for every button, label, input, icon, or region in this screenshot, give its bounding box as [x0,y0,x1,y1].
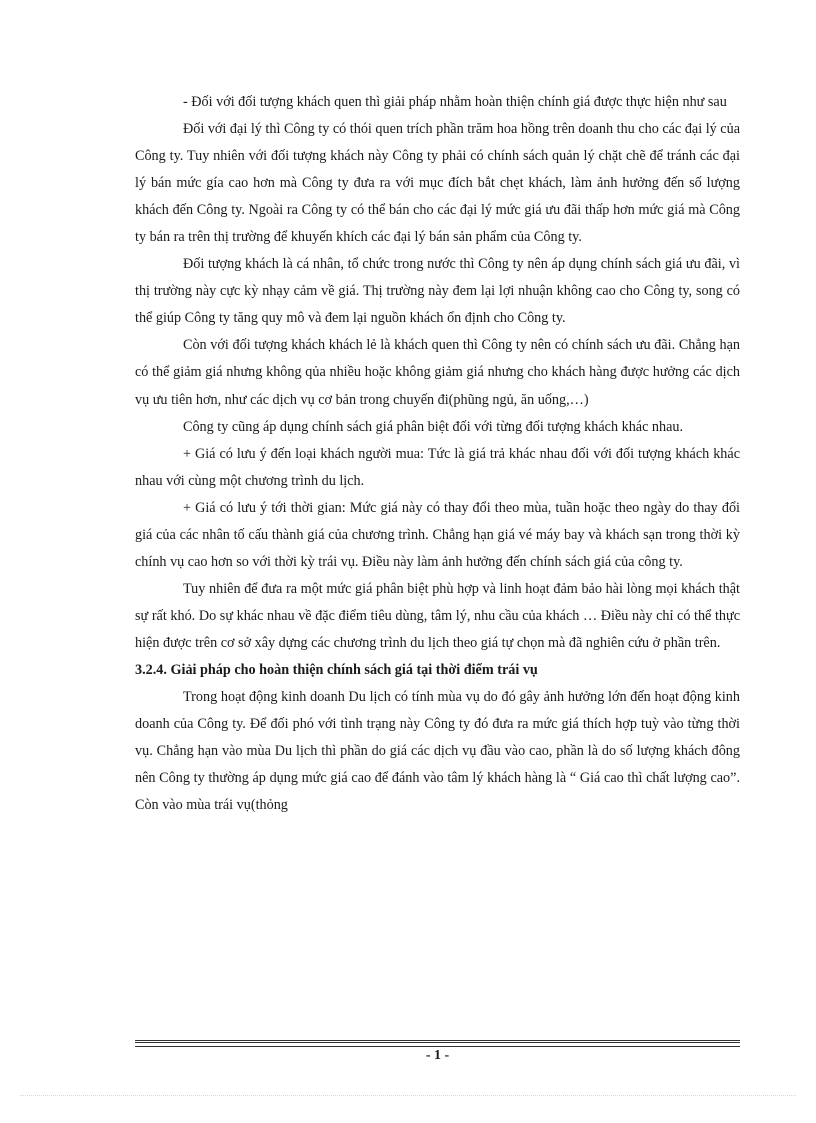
paragraph-4: Còn với đối tượng khách khách lẻ là khách quen thì Công ty nên có chính sách ưu đãi. Chẳng hạn có thể giảm giá nhưng không qủa nhiều hoặc không giảm giá nhưng cho khách hàng được hưởng các dịch vụ ưu tiên hơn, như các dịch vụ cơ bản trong chuyến đi(phũng ngủ, ăn uống,…) [135,337,740,408]
page-edge [20,1095,796,1096]
paragraph-2: Đối với đại lý thì Công ty có thói quen trích phần trăm hoa hồng trên doanh thu cho các đại lý của Công ty. Tuy nhiên với đối tượng khách này Công ty phải có chính sách quản lý chặt chẽ để tránh các đại lý bán mức gía cao hơn mà Công ty đưa ra với mục đích bắt chẹt khách, làm ảnh hưởng đến số lượng khách đến Công ty. Ngoài ra Công ty có thể bán cho các đại lý mức giá ưu đãi thấp hơn mức giá mà Công ty bán ra trên thị trường để khuyến khích các đại lý bán sản phẩm của Công ty. [135,121,740,246]
page-number: - 1 - [425,1048,450,1063]
page-body [135,89,740,819]
paragraph-9: Trong hoạt động kinh doanh Du lịch có tính mùa vụ do đó gây ảnh hưởng lớn đến hoạt động kinh doanh của Công ty. Để đối phó với tình trạng này Công ty đó đưa ra mức giá thích hợp tuỳ vào từng thời vụ. Chẳng hạn vào mùa Du lịch thì phần do giá các dịch vụ đầu vào cao, phần là do số lượng khách đông nên Công ty thường áp dụng mức giá cao để đánh vào tâm lý khách hàng là “ Giá cao thì chất lượng cao”. Còn vào mùa trái vụ(thỏng [135,689,740,814]
paragraph-1: - Đối với đối tượng khách quen thì giải pháp nhằm hoàn thiện chính giá được thực hiện như sau [183,94,727,110]
paragraph-8: Tuy nhiên để đưa ra một mức giá phân biệt phù hợp và linh hoạt đảm bảo hài lòng mọi khách thật sự rất khó. Do sự khác nhau về đặc điểm tiêu dùng, tâm lý, nhu cầu của khách … Điều này chỉ có thể thực hiện được trên cơ sở xây dựng các chương trình du lịch theo giá tự chọn mà đã nghiên cứu ở phần trên. [135,580,740,651]
paragraph-7: + Giá có lưu ý tới thời gian: Mức giá này có thay đổi theo mùa, tuần hoặc theo ngày do thay đổi giá của các nhân tố cấu thành giá của chương trình. Chẳng hạn giá vé máy bay và khách sạn trong thời kỳ chính vụ cao hơn so với thời kỳ trái vụ. Điều này làm ảnh hưởng đến chính sách giá của công ty. [135,499,740,570]
section-heading: 3.2.4. Giải pháp cho hoàn thiện chính sách giá tại thời điểm trái vụ [135,661,538,678]
paragraph-6: + Giá có lưu ý đến loại khách người mua: Tức là giá trả khác nhau đối với đối tượng khách khác nhau với cùng một chương trình du lịch. [135,445,740,489]
footer-divider [135,1040,740,1047]
paragraph-3: Đối tượng khách là cá nhân, tổ chức trong nước thì Công ty nên áp dụng chính sách giá ưu đãi, vì thị trường này cực kỳ nhạy cảm về giá. Thị trường này đem lại lợi nhuận không cao cho Công ty, song có thể giúp Công ty tăng quy mô và đem lại nguồn khách ổn định cho Công ty. [135,256,740,327]
paragraph-5: Công ty cũng áp dụng chính sách giá phân biệt đối với từng đối tượng khách khác nhau. [183,418,684,435]
